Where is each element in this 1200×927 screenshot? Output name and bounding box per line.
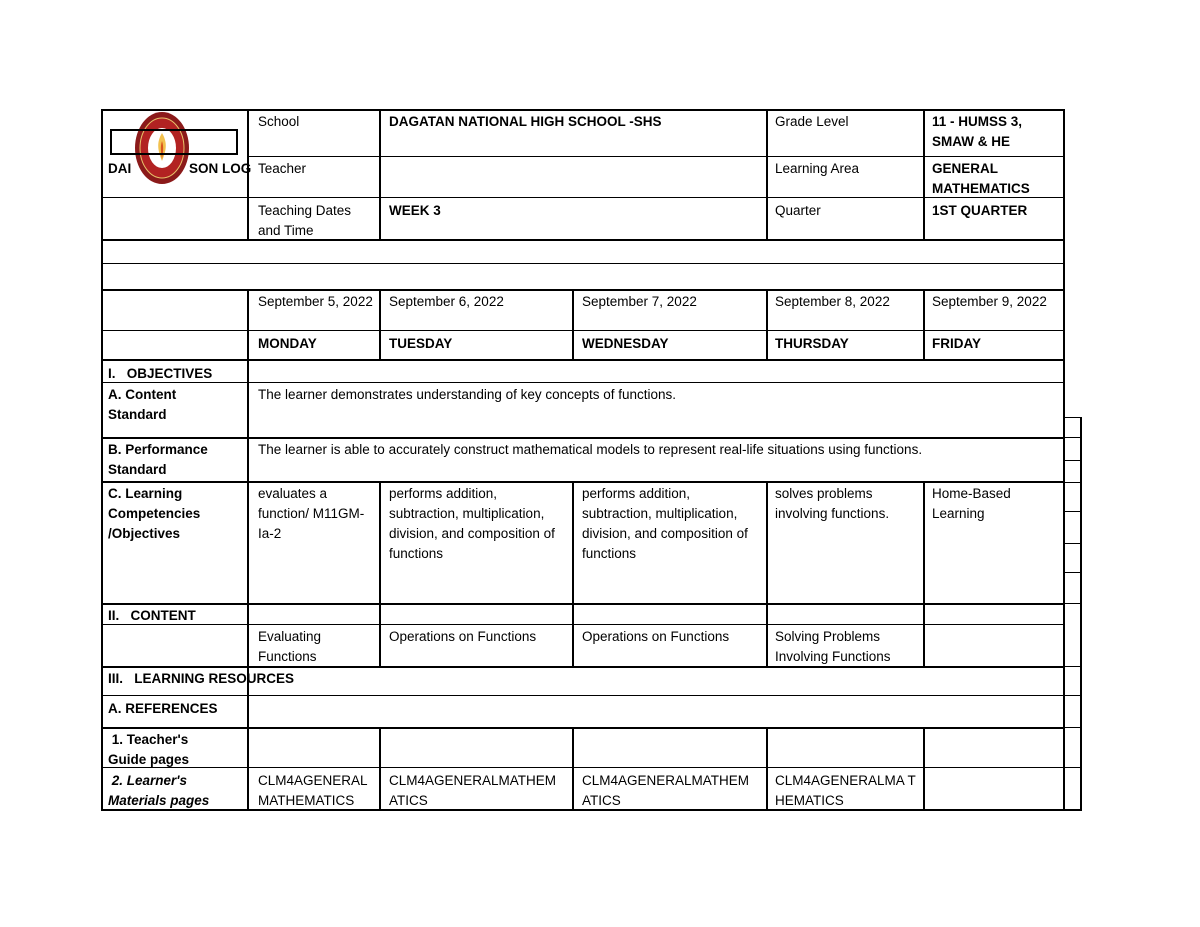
- lm-value: CLM4AGENERALMATHEM ATICS: [389, 773, 557, 808]
- references-label: A. REFERENCES: [108, 701, 218, 716]
- day-date: September 5, 2022: [258, 294, 373, 309]
- area-label: Learning Area: [775, 161, 860, 176]
- day-date: September 6, 2022: [389, 294, 504, 309]
- school-label: School: [258, 114, 300, 129]
- objectives-heading: I. OBJECTIVES: [108, 366, 213, 381]
- grade-value: 11 - HUMSS 3, SMAW & HE: [932, 114, 1023, 149]
- day-name: THURSDAY: [775, 336, 849, 351]
- day-date: September 7, 2022: [582, 294, 697, 309]
- dates-value: WEEK 3: [389, 203, 441, 218]
- quarter-value: 1ST QUARTER: [932, 203, 1028, 218]
- area-value: GENERAL MATHEMATICS: [932, 161, 1030, 196]
- competency-cell: performs addition, subtraction, multiplication, division, and composition of functions: [389, 486, 555, 561]
- day-name: TUESDAY: [389, 336, 453, 351]
- lm-value: CLM4AGENERALMA THEMATICS: [775, 773, 916, 808]
- day-date: September 9, 2022: [932, 294, 1047, 309]
- content-heading: II. CONTENT: [108, 608, 196, 623]
- content-topic: Solving Problems Involving Functions: [775, 629, 891, 664]
- quarter-label: Quarter: [775, 203, 821, 218]
- competency-cell: Home-Based Learning: [932, 486, 1011, 521]
- competency-cell: evaluates a function/ M11GM-Ia-2: [258, 486, 365, 541]
- doc-title-visible: DAI: [108, 161, 132, 176]
- learners-materials-label: 2. Learner's Materials pages: [108, 773, 210, 808]
- content-topic: Operations on Functions: [389, 629, 537, 644]
- content-topic: Evaluating Functions: [258, 629, 322, 664]
- resources-heading: III. LEARNING RESOURCES: [108, 671, 295, 686]
- lm-value: CLM4AGENERALMATHEM ATICS: [582, 773, 750, 808]
- lm-value: CLM4AGENERAL MATHEMATICS: [258, 773, 368, 808]
- doc-title-visible-tail: SON LOG: [189, 161, 252, 176]
- school-value: DAGATAN NATIONAL HIGH SCHOOL -SHS: [389, 114, 662, 129]
- day-name: WEDNESDAY: [582, 336, 669, 351]
- content-standard-label: A. Content Standard: [108, 387, 177, 422]
- performance-standard-value: The learner is able to accurately construct mathematical models to represent real-life situations using functions.: [258, 442, 923, 457]
- day-date: September 8, 2022: [775, 294, 890, 309]
- title-box: [110, 129, 238, 155]
- day-name: FRIDAY: [932, 336, 982, 351]
- day-name: MONDAY: [258, 336, 317, 351]
- content-standard-value: The learner demonstrates understanding of key concepts of functions.: [258, 387, 676, 402]
- performance-standard-label: B. Performance Standard: [108, 442, 208, 477]
- competency-cell: performs addition, subtraction, multiplication, division, and composition of functions: [582, 486, 748, 561]
- dates-label: Teaching Dates and Time: [258, 203, 352, 238]
- grade-label: Grade Level: [775, 114, 849, 129]
- teachers-guide-label: 1. Teacher's Guide pages: [108, 732, 193, 767]
- competency-cell: solves problems involving functions.: [775, 486, 890, 521]
- content-topic: Operations on Functions: [582, 629, 730, 644]
- teacher-label: Teacher: [258, 161, 307, 176]
- competencies-label: C. Learning Competencies /Objectives: [108, 486, 201, 541]
